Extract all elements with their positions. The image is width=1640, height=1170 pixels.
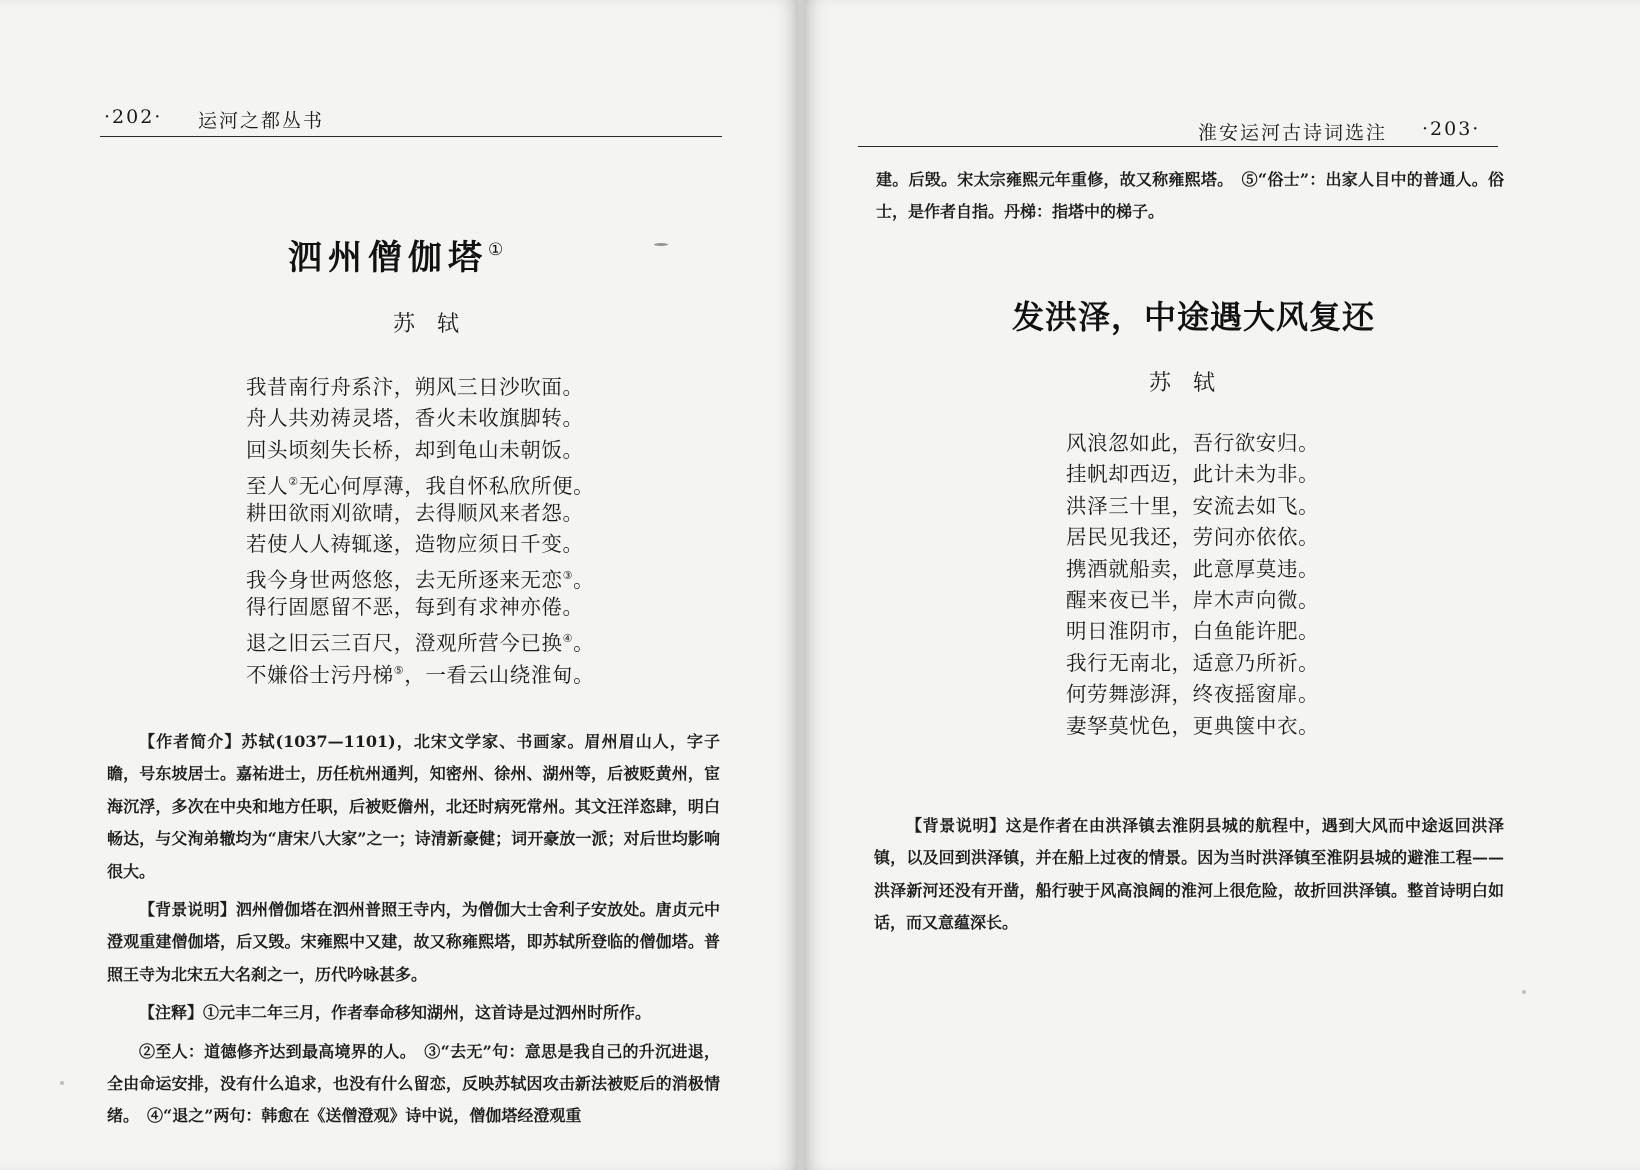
header-rule-right [858, 146, 1498, 147]
dust-speck [1522, 990, 1526, 994]
note-marker: ② [288, 475, 299, 489]
right-page [804, 0, 1640, 1170]
page-number-right: ·203· [1422, 118, 1481, 140]
poem-line: 醒来夜已半，岸木声向微。 [1066, 587, 1320, 612]
poem-title-left: 泗州僧伽塔① [288, 238, 504, 278]
poem-line: 退之旧云三百尺，澄观所营今已换④。 [246, 631, 595, 656]
poem-line: 舟人共劝祷灵塔，香火未收旗脚转。 [246, 406, 584, 431]
poem-line: 风浪忽如此，吾行欲安归。 [1066, 431, 1320, 455]
poem-verse-right [1066, 428, 1319, 742]
poem-line: 我行无南北，适意乃所祈。 [1066, 650, 1320, 675]
poem-line: 明日淮阴市，白鱼能许肥。 [1066, 619, 1320, 644]
poem-line: 得行固愿留不恶，每到有求神亦倦。 [246, 594, 584, 619]
poem-line: 耕田欲雨刈欲晴，去得顺风来者怨。 [246, 500, 584, 525]
commentary-left [107, 726, 720, 1139]
continued-note: 建。后毁。宋太宗雍熙元年重修，故又称雍熙塔。 ⑤“俗士”：出家人目中的普通人。俗士，是作者自指。丹梯：指塔中的梯子。 [876, 170, 1504, 222]
poem-line: 若使人人祷辄遂，造物应须日千变。 [246, 531, 584, 556]
note-marker: ⑤ [393, 663, 405, 677]
commentary-paragraph: 【背景说明】这是作者在由洪泽镇去淮阴县城的航程中，遇到大风而中途返回洪泽镇，以及回到洪泽镇，并在船上过夜的情景。因为当时洪泽镇至淮阴县城的避淮工程——洪泽新河还没有开凿，船行驶于风高浪阔的淮河上很危险，故折回洪泽镇。整首诗明白如话，而又意蕴深长。 [874, 816, 1504, 933]
poem-line: 何劳舞澎湃，终夜摇窗扉。 [1066, 682, 1320, 707]
book-title-header: 淮安运河古诗词选注 [1198, 122, 1388, 144]
poem-line: 挂帆却西迈，此计未为非。 [1066, 462, 1320, 487]
poem-line: 居民见我还，劳问亦依依。 [1066, 525, 1320, 550]
poem-line: 携酒就船卖，此意厚莫违。 [1066, 556, 1320, 581]
header-rule-left [100, 136, 722, 137]
poem-verse-left [246, 372, 594, 686]
poem-line: 我今身世两悠悠，去无所逐来无恋③。 [246, 568, 595, 593]
page-number-left: ·202· [104, 106, 163, 128]
poem-line: 洪泽三十里，安流去如飞。 [1066, 493, 1320, 518]
poem-line: 至人②无心何厚薄，我自怀私欣所便。 [246, 474, 595, 499]
series-title: 运河之都丛书 [198, 110, 325, 132]
left-page [0, 0, 798, 1170]
ink-mark [654, 243, 668, 246]
poem-author-right: 苏 轼 [1149, 371, 1216, 396]
poem-line: 我昔南行舟系汴，朔风三日沙吹面。 [246, 375, 584, 399]
poem-author-left: 苏 轼 [393, 312, 460, 337]
commentary-paragraph: 【注释】①元丰二年三月，作者奉命移知湖州，这首诗是过泗州时所作。 [139, 1003, 652, 1023]
commentary-paragraph: 【背景说明】泗州僧伽塔在泗州普照王寺内，为僧伽大士舍利子安放处。唐贞元中澄观重建僧伽塔，后又毁。宋雍熙中又建，故又称雍熙塔，即苏轼所登临的僧伽塔。普照王寺为北宋五大名刹之一，历代吟咏甚多。 [107, 900, 720, 984]
commentary-paragraph: 【作者简介】苏轼(1037—1101)，北宋文学家、书画家。眉州眉山人，字子瞻，号东坡居士。嘉祐进士，历任杭州通判，知密州、徐州、湖州等，后被贬黄州，宦海沉浮，多次在中央和地方任职，后被贬儋州，北还时病死常州。其文汪洋恣肆，明白畅达，与父洵弟辙均为“唐宋八大家”之一；诗清新豪健；词开豪放一派；对后世均影响很大。 [107, 732, 720, 881]
dust-speck [60, 1081, 64, 1085]
poem-line: 不嫌俗士污丹梯⑤，一看云山绕淮甸。 [246, 662, 595, 687]
commentary-right [874, 810, 1504, 946]
poem-line: 回头顷刻失长桥，却到龟山未朝饭。 [246, 437, 584, 462]
poem-title-right: 发洪泽，中途遇大风复还 [1012, 298, 1376, 336]
commentary-paragraph: ②至人：道德修齐达到最高境界的人。 ③“去无”句：意思是我自己的升沉进退，全由命运安排，没有什么追求，也没有什么留恋，反映苏轼因攻击新法被贬后的消极情绪。 ④“退之”两句：韩愈在《送僧澄观》诗中说，僧伽塔经澄观重 [107, 1041, 720, 1126]
note-marker: ④ [562, 632, 574, 646]
note-marker: ③ [562, 569, 574, 583]
poem-line: 妻孥莫忧色，更典箧中衣。 [1066, 713, 1320, 738]
